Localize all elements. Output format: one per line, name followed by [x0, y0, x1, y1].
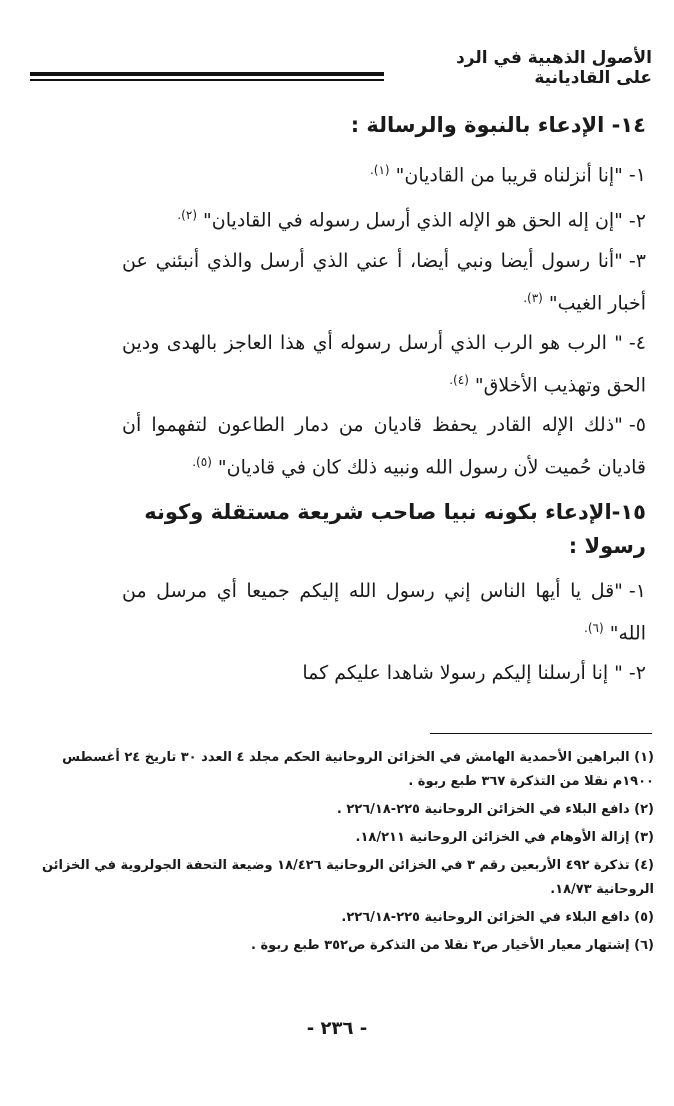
- item-text: "أنا رسول أيضا ونبي أيضا، أ عني الذي أرسل والذي أنبئني عن أخبار الغيب": [122, 249, 646, 314]
- item-number: ١-: [628, 164, 646, 187]
- running-header: الأصول الذهبية في الرد على القاديانية: [456, 48, 652, 88]
- footnote: (٣) إزالة الأوهام في الخزائن الروحانية ١٨/٢١١.: [355, 830, 654, 845]
- quote-item: [122, 325, 646, 404]
- header-rule-thick: [30, 72, 384, 76]
- quote-item: [122, 407, 646, 486]
- quote-item: [122, 152, 646, 194]
- item-text: "قل يا أيها الناس إني رسول الله إليكم جميعا أي مرسل من الله": [122, 579, 646, 644]
- item-text: "ذلك الإله القادر يحفظ قاديان من دمار الطاعون لتفهموا أن قاديان حُميت لأن رسول الله ونبيه ذلك كان في قاديان": [122, 414, 646, 479]
- footnote-ref: (٢).: [177, 208, 197, 223]
- quote-item: [122, 573, 646, 652]
- section-heading-14: ١٤- الإدعاء بالنبوة والرسالة :: [350, 113, 646, 137]
- item-text: "إنا أنزلناه قريبا من القاديان": [395, 164, 623, 187]
- item-number: ٢-: [628, 209, 646, 232]
- item-number: ٤-: [628, 331, 646, 354]
- main-text: [122, 108, 646, 695]
- footnote: (٥) دافع البلاء في الخزائن الروحانية ٢٢٥-٢٢٦/١٨.: [341, 910, 654, 925]
- section-heading-15: ١٥-الإدعاء بكونه نبيا صاحب شريعة مستقلة وكونه رسولا :: [144, 499, 646, 558]
- item-number: ١-: [628, 579, 646, 602]
- footnote: (٢) دافع البلاء في الخزائن الروحانية ٢٢٥-٢٢٦/١٨ .: [336, 802, 654, 817]
- item-text: "إن إله الحق هو الإله الذي أرسل رسوله في القاديان": [203, 209, 623, 232]
- footnote-ref: (١).: [369, 163, 390, 177]
- footnote: (١) البراهين الأحمدية الهامش في الخزائن الروحانية الحكم مجلد ٤ العدد ٣٠ تاريخ ٢٤ أغسطس ١٩٠٠م نقلا من التذكرة ٣٦٧ طبع ربوة .: [62, 750, 654, 789]
- page-number: - ٢٣٦ -: [306, 1018, 368, 1039]
- item-number: ٢-: [628, 661, 646, 684]
- footnote: (٤) تذكرة ٤٩٢ الأربعين رقم ٣ في الخزائن الروحانية ١٨/٤٢٦ وضيعة التحفة الجولروية في الخزائن الروحانية ١٨/٧٣.: [41, 858, 654, 897]
- item-number: ٥-: [628, 414, 646, 437]
- quote-item: [122, 655, 646, 692]
- footnote-ref: (٤).: [449, 372, 469, 387]
- footnote-ref: (٦).: [584, 620, 604, 635]
- footnotes: [30, 746, 654, 962]
- header-rule-thin: [30, 79, 384, 81]
- footnote-ref: (٣).: [523, 290, 543, 305]
- item-text: " إنا أرسلنا إليكم رسولا شاهدا عليكم كما: [302, 661, 623, 684]
- item-text: " الرب هو الرب الذي أرسل رسوله أي هذا العاجز بالهدى ودين الحق وتهذيب الأخلاق": [122, 331, 646, 397]
- quote-item: [122, 243, 646, 322]
- footnote-ref: (٥).: [192, 455, 212, 470]
- item-number: ٣-: [628, 249, 646, 272]
- quote-item: [122, 197, 646, 239]
- footnote-separator: [430, 733, 652, 734]
- footnote: (٦) إشتهار معيار الأخيار ص٣ نقلا من التذكرة ص٣٥٢ طبع ربوة .: [251, 938, 654, 953]
